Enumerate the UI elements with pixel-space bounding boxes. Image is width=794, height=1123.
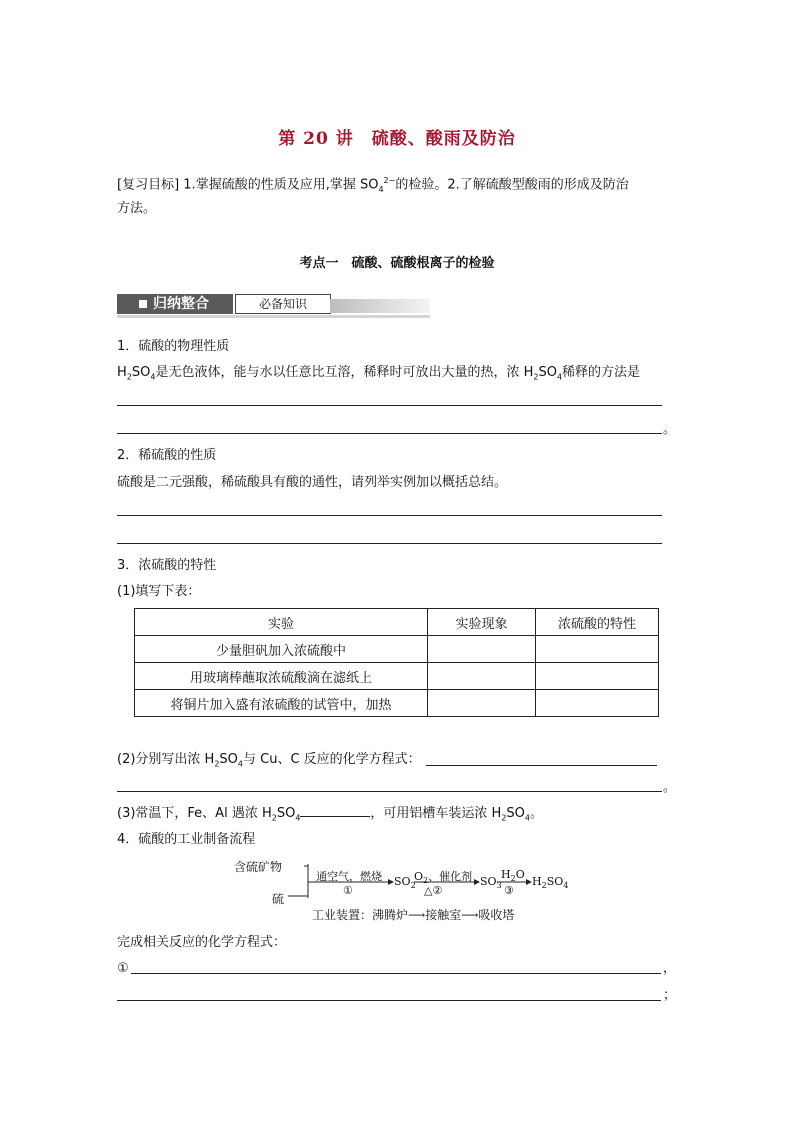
table-header: 实验 [135, 609, 428, 636]
source-sulfur: 硫 [272, 892, 285, 906]
q2-text-c: 与 Cu、C 反应的化学方程式： [243, 752, 421, 767]
square-icon [139, 300, 147, 308]
properties-table [134, 608, 659, 717]
answer-line[interactable] [117, 515, 662, 516]
s1-sub2: 2 [126, 372, 132, 382]
table-cell: 用玻璃棒蘸取浓硫酸滴在滤纸上 [135, 663, 428, 690]
s1-heading: 1．硫酸的物理性质 [117, 339, 230, 354]
so4-charge: 2− [383, 176, 396, 185]
s4-heading: 4．硫酸的工业制备流程 [117, 832, 256, 847]
banner-underline [117, 315, 430, 318]
step3-h: H [501, 868, 511, 881]
step2-number: △② [424, 884, 443, 897]
q3-sub2: 2 [271, 813, 277, 823]
goals-text-2: 的检验。2.了解硫酸型酸雨的形成及防治 [395, 177, 629, 193]
s3-q3 [117, 804, 543, 828]
q2-text-a: (2)分别写出浓 H [117, 752, 215, 767]
banner-main-label: 归纳整合 [153, 296, 209, 312]
s4-prompt: 完成相关反应的化学方程式： [117, 935, 287, 950]
so3-sub: 3 [496, 881, 502, 891]
q2-sub4: 4 [237, 759, 243, 769]
q3-period: 。 [530, 806, 544, 821]
industrial-devices: 工业装置：沸腾炉⟶接触室⟶吸收塔 [312, 908, 515, 922]
table-row [135, 636, 659, 663]
step3-number: ③ [504, 884, 514, 897]
s1-sub2b: 2 [533, 372, 539, 382]
q3-so: SO [276, 806, 296, 821]
table-cell: 少量胆矾加入浓硫酸中 [135, 636, 428, 663]
step3-label [501, 868, 525, 883]
h2o-sub: 2 [510, 874, 516, 884]
s1-text [117, 364, 640, 387]
h2so4-h: H [532, 875, 542, 888]
product-h2so4 [532, 875, 568, 890]
section-title: 考点一 硫酸、硫酸根离子的检验 [299, 256, 495, 271]
answer-cell[interactable] [536, 663, 659, 690]
q3-sub2b: 2 [501, 813, 507, 823]
table-header: 浓硫酸的特性 [536, 609, 659, 636]
answer-cell[interactable] [428, 690, 536, 717]
h2so4-so: SO [546, 875, 564, 888]
eq1-marker: ① [117, 961, 129, 976]
table-row [135, 663, 659, 690]
goals-label: [复习目标] [117, 177, 180, 193]
step3-o: O [515, 868, 525, 881]
source-ore: 含硫矿物 [234, 860, 283, 874]
q3-text-c: ，可用铝槽车装运浓 H [370, 806, 502, 821]
step1-number: ① [343, 884, 353, 897]
product-so2 [394, 875, 416, 890]
production-flow [228, 856, 568, 924]
answer-line[interactable] [117, 433, 662, 434]
s2-heading: 2．稀硫酸的性质 [117, 448, 217, 463]
q3-text-a: (3)常温下，Fe、Al 遇浓 H [117, 806, 272, 821]
q2-so: SO [219, 752, 238, 767]
s1-text-end: 稀释的方法是 [562, 365, 641, 380]
banner-gradient [330, 299, 430, 313]
goals-text-1: 1.掌握硫酸的性质及应用,掌握 SO [179, 177, 379, 193]
step1-label: 通空气，燃烧 [316, 870, 382, 883]
page-title: 第 20 讲 硫酸、酸雨及防治 [278, 129, 516, 149]
s2-text: 硫酸是二元强酸，稀硫酸具有酸的通性，请列举实例加以概括总结。 [117, 475, 508, 490]
answer-line[interactable] [117, 1000, 661, 1001]
s1-sub4: 4 [150, 372, 156, 382]
so3-text: SO [480, 875, 497, 888]
so4-subscript: 4 [378, 184, 384, 194]
answer-line[interactable] [117, 791, 662, 792]
o2-sub: 2 [423, 876, 429, 886]
s1-text-mid: 是无色液体，能与水以任意比互溶，稀释时可放出大量的热，浓 H [155, 365, 534, 380]
answer-line[interactable] [117, 543, 662, 544]
answer-blank[interactable] [300, 804, 370, 817]
q3-sub4b: 4 [524, 813, 530, 823]
step2-label [414, 868, 472, 885]
q2-period: 。 [663, 780, 677, 795]
s1-so-b: SO [538, 365, 557, 380]
step2-o: O [414, 870, 424, 883]
answer-line[interactable] [426, 765, 657, 766]
answer-line[interactable] [117, 405, 662, 406]
review-goals [117, 172, 629, 199]
eq1-comma: ， [663, 961, 677, 976]
answer-line[interactable] [131, 973, 661, 974]
q2-sub2: 2 [214, 759, 220, 769]
banner-main [117, 294, 233, 314]
s1-h: H [117, 365, 127, 380]
s3-q2 [117, 751, 421, 774]
table-header-row [135, 609, 659, 636]
table-header: 实验现象 [428, 609, 536, 636]
so2-text: SO [394, 875, 411, 888]
product-so3 [480, 875, 502, 890]
so2-sub: 2 [410, 881, 416, 891]
section-banner [117, 294, 430, 318]
h2so4-sub4: 4 [563, 881, 569, 891]
h2so4-sub2: 2 [541, 881, 547, 891]
answer-cell[interactable] [428, 663, 536, 690]
table-cell: 将铜片加入盛有浓硫酸的试管中，加热 [135, 690, 428, 717]
banner-sub: 必备知识 [235, 294, 331, 314]
q3-so-b: SO [506, 806, 525, 821]
q3-sub4: 4 [295, 813, 301, 823]
goals-text-3: 方法。 [117, 201, 157, 216]
s3-q1: (1)填写下表： [117, 584, 201, 599]
s1-period: 。 [663, 422, 677, 437]
table-row [135, 690, 659, 717]
eq2-semicolon: ； [663, 988, 677, 1003]
answer-cell[interactable] [536, 636, 659, 663]
s1-so: SO [131, 365, 151, 380]
step2-catalyst: 、催化剂 [428, 870, 473, 883]
answer-cell[interactable] [536, 690, 659, 717]
s3-heading: 3．浓硫酸的特性 [117, 558, 217, 573]
s1-sub4b: 4 [556, 372, 563, 382]
answer-cell[interactable] [428, 636, 536, 663]
